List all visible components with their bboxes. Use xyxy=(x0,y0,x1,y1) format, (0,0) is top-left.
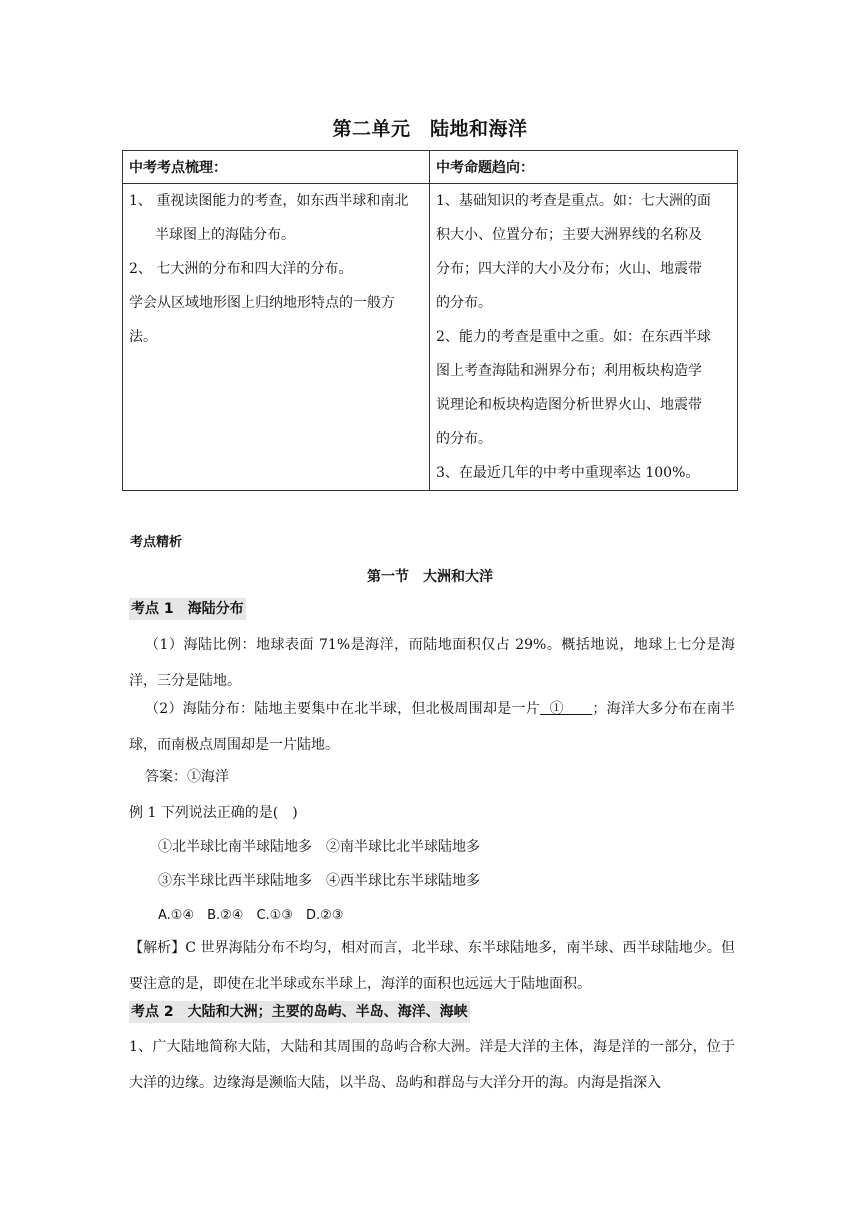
answer-choices: A.①④ B.②④ C.①③ D.②③ xyxy=(158,908,344,923)
exam-trend-line: 说理论和板块构造图分析世界火山、地震带 xyxy=(436,397,702,413)
exam-point-line: 法。 xyxy=(129,329,157,345)
distribution-text-a: （2）海陆分布：陆地主要集中在北半球，但北极周围却是一片 xyxy=(145,701,541,717)
exam-trend-line: 1、基础知识的考查是重点。如：七大洲的面 xyxy=(436,193,711,209)
summary-table xyxy=(122,150,738,491)
header-exam-trends: 中考命题趋向： xyxy=(430,151,738,184)
header-exam-points: 中考考点梳理： xyxy=(123,151,430,184)
answer-text: 答案：①海洋 xyxy=(145,769,229,785)
table-body-row xyxy=(123,184,738,491)
point1-heading: 考点 1 海陆分布 xyxy=(129,598,246,620)
exam-point-line: 学会从区域地形图上归纳地形特点的一般方 xyxy=(129,295,395,311)
exam-point-line: 1、 重视读图能力的考查，如东西半球和南北 xyxy=(129,193,409,209)
exam-trend-line: 的分布。 xyxy=(436,295,492,311)
options-row-2: ③东半球比西半球陆地多 ④西半球比东半球陆地多 xyxy=(158,873,480,889)
point2-paragraph: 1、广大陆地简称大陆，大陆和其周围的岛屿合称大洲。洋是大洋的主体，海是洋的一部分，位于大洋的边缘。边缘海是濒临大陆，以半岛、岛屿和群岛与大洋分开的海。内海是指深入 xyxy=(129,1039,735,1091)
analysis-paragraph: 【解析】C 世界海陆分布不均匀，相对而言，北半球、东半球陆地多，南半球、西半球陆地少。但要注意的是，即使在北半球或东半球上，海洋的面积也远远大于陆地面积。 xyxy=(129,940,735,992)
options-row-1: ①北半球比南半球陆地多 ②南半球比北半球陆地多 xyxy=(158,839,480,855)
point1-paragraph-ratio: （1）海陆比例：地球表面 71%是海洋，而陆地面积仅占 29%。概括地说，地球上七分是海洋，三分是陆地。 xyxy=(129,637,735,689)
distribution-text-b: ；海洋大多分布在南半球，而南极点周围却是一片陆地。 xyxy=(129,701,736,753)
exam-trend-line: 的分布。 xyxy=(436,431,492,447)
exam-point-line: 2、 七大洲的分布和四大洋的分布。 xyxy=(129,261,353,277)
point2-heading: 考点 2 大陆和大洲；主要的岛屿、半岛、海洋、海峡 xyxy=(129,1001,470,1023)
exam-points-cell xyxy=(123,184,430,491)
exam-trend-line: 3、在最近几年的中考中重现率达 100%。 xyxy=(436,465,700,481)
exam-trends-cell xyxy=(430,184,738,491)
exam-trend-line: 积大小、位置分布；主要大洲界线的名称及 xyxy=(436,227,702,243)
section-title: 第一节 大洲和大洋 xyxy=(367,569,493,585)
section-label: 考点精析 xyxy=(130,535,183,550)
page-title: 第二单元 陆地和海洋 xyxy=(332,118,528,140)
table-header-row xyxy=(123,151,738,184)
point1-paragraph-distribution xyxy=(129,691,735,763)
example-question: 例 1 下列说法正确的是( ) xyxy=(129,805,298,821)
exam-trend-line: 分布；四大洋的大小及分布；火山、地震带 xyxy=(436,261,702,277)
exam-point-line: 半球图上的海陆分布。 xyxy=(155,227,295,243)
exam-trend-line: 2、能力的考查是重中之重。如：在东西半球 xyxy=(436,329,711,345)
exam-trend-line: 图上考查海陆和洲界分布；利用板块构造学 xyxy=(436,363,702,379)
answer-blank: ① xyxy=(540,701,593,717)
